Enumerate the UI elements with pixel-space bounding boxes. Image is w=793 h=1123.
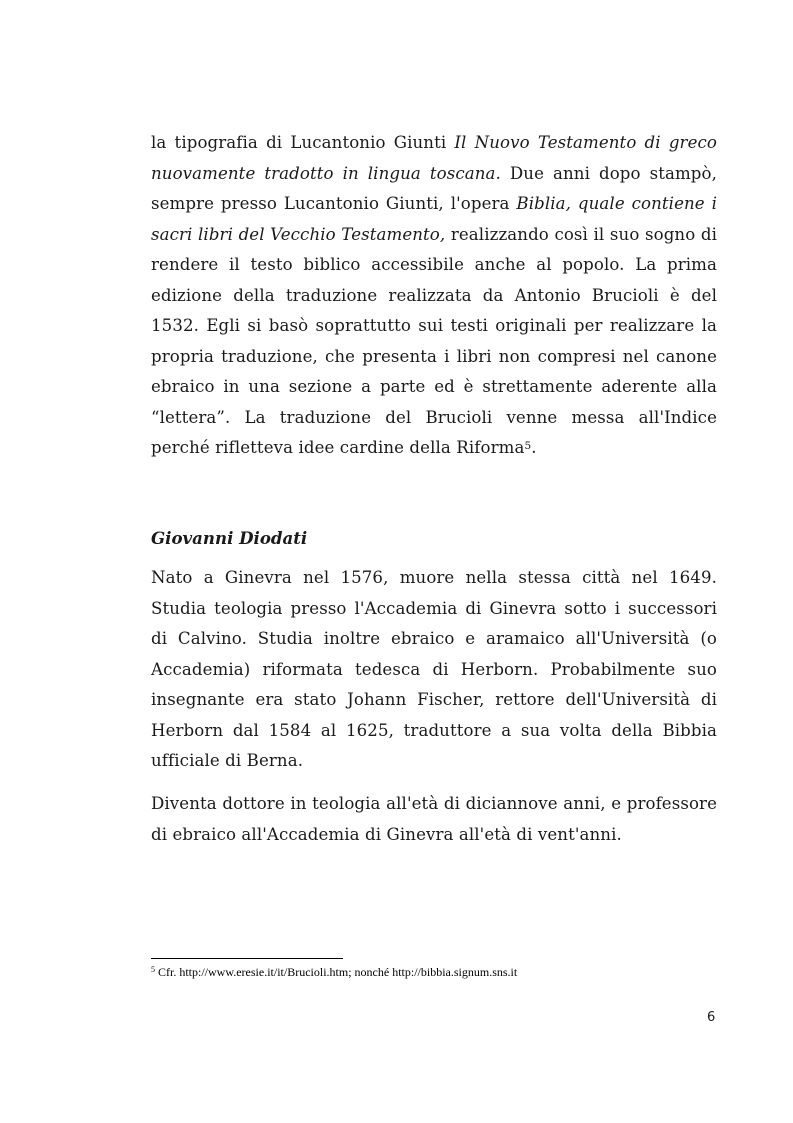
book-title-biblia: Biblia, quale contiene i sacri libri del Vecchio Testamento,	[151, 194, 717, 244]
paragraph-1-text-c: realizzando così il suo sogno di rendere il testo biblico accessibile anche al popolo. La prima edizione della traduzione realizzata da Antonio Brucioli è del 1532. Egli si basò soprattutto sui testi originali per realizzare la propria traduzione, che presenta i libri non compresi nel canone ebraico in una sezione a parte ed è strettamente aderente alla “lettera”. La traduzione del Brucioli venne messa all'Indice perché rifletteva idee cardine della Riforma	[151, 224, 717, 457]
paragraph-1-text-a: la tipografia di Lucantonio Giunti	[151, 133, 455, 152]
footnote-text: Cfr. http://www.eresie.it/it/Brucioli.htm; nonché http://bibbia.signum.sns.it	[155, 965, 518, 979]
section-heading: Giovanni Diodati	[151, 528, 308, 548]
paragraph-1-end: .	[531, 438, 537, 457]
body-paragraph-3: Diventa dottore in teologia all'età di diciannove anni, e professore di ebraico all'Accademia di Ginevra all'età di vent'anni.	[151, 794, 717, 844]
footnote-reference[interactable]: 5	[524, 440, 532, 452]
book-title-nuovo-testamento: Il Nuovo Testamento di greco nuovamente tradotto in lingua toscana.	[151, 133, 717, 183]
page-number: 6	[707, 1010, 716, 1025]
footnote	[151, 965, 517, 980]
footnote-divider	[151, 958, 343, 959]
footnote-number: 5	[151, 965, 155, 974]
paragraph-1-text-b: Due anni dopo stampò, sempre presso Lucantonio Giunti, l'opera	[151, 163, 717, 213]
body-paragraph-1	[151, 128, 717, 464]
body-paragraph-2: Nato a Ginevra nel 1576, muore nella stessa città nel 1649. Studia teologia presso l'Accademia di Ginevra sotto i successori di Calvino. Studia inoltre ebraico e aramaico all'Università (o Accademia) riformata tedesca di Herborn. Probabilmente suo insegnante era stato Johann Fischer, rettore dell'Università di Herborn dal 1584 al 1625, traduttore a sua volta della Bibbia ufficiale di Berna.	[151, 568, 717, 770]
